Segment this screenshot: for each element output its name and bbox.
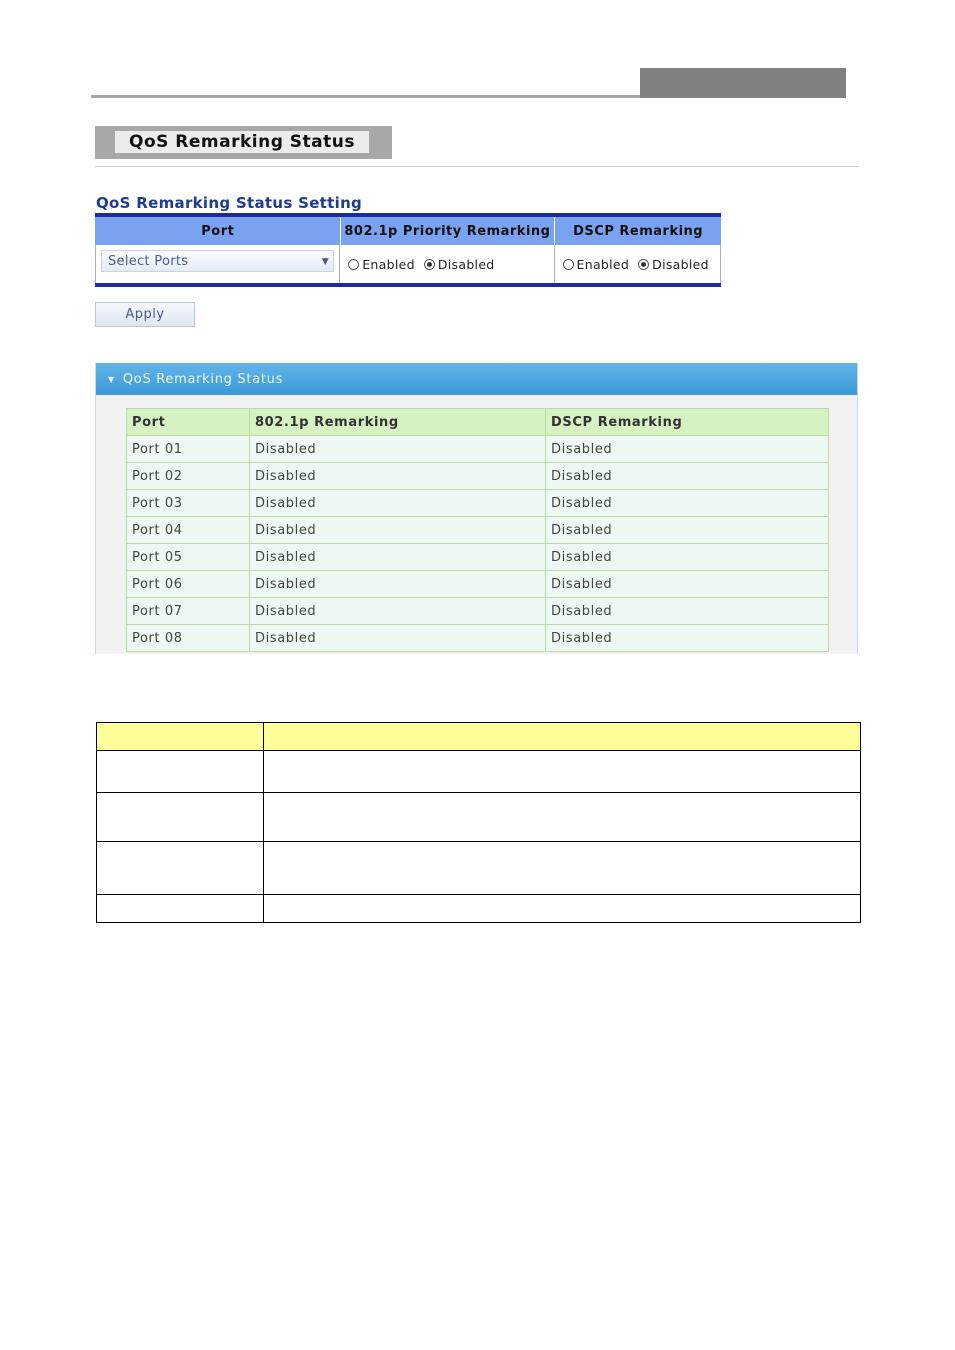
port-select[interactable] (101, 250, 334, 272)
status-header-priority: 802.1p Remarking (250, 409, 546, 436)
row-port: Port 01 (127, 436, 250, 463)
row-dscp: Disabled (546, 544, 829, 571)
setting-header-priority: 802.1p Priority Remarking (340, 217, 555, 245)
dscp-cell (554, 245, 721, 283)
header-rule (91, 95, 640, 98)
table-row (127, 463, 829, 490)
description-object-cell (97, 895, 264, 923)
priority-radio-group (348, 257, 503, 272)
row-priority: Disabled (250, 517, 546, 544)
row-port: Port 08 (127, 625, 250, 652)
row-priority: Disabled (250, 598, 546, 625)
dscp-disabled-radio[interactable] (638, 259, 649, 270)
setting-body-row (95, 245, 721, 283)
description-object-cell (97, 751, 264, 793)
description-text-cell (264, 895, 861, 923)
status-panel-header[interactable] (96, 363, 857, 395)
row-port: Port 06 (127, 571, 250, 598)
apply-button[interactable]: Apply (95, 302, 195, 327)
priority-disabled-label: Disabled (437, 257, 495, 272)
table-row (127, 625, 829, 652)
row-port: Port 07 (127, 598, 250, 625)
description-header-description (264, 723, 861, 751)
table-row (127, 598, 829, 625)
dscp-enabled-radio[interactable] (563, 259, 574, 270)
chevron-down-icon: ▼ (321, 257, 329, 267)
row-dscp: Disabled (546, 463, 829, 490)
priority-enabled-label: Enabled (362, 257, 415, 272)
description-object-cell (97, 842, 264, 895)
description-row (97, 751, 861, 793)
status-header-dscp: DSCP Remarking (546, 409, 829, 436)
row-priority: Disabled (250, 463, 546, 490)
status-panel (95, 363, 858, 654)
row-port: Port 05 (127, 544, 250, 571)
table-row (127, 544, 829, 571)
port-cell (95, 245, 339, 283)
table-row (127, 571, 829, 598)
setting-table (95, 213, 721, 287)
description-table (96, 722, 861, 923)
table-row (127, 490, 829, 517)
row-dscp: Disabled (546, 598, 829, 625)
dscp-disabled-label: Disabled (652, 257, 709, 272)
row-dscp: Disabled (546, 571, 829, 598)
description-text-cell (264, 842, 861, 895)
row-port: Port 03 (127, 490, 250, 517)
setting-header-port: Port (95, 217, 340, 245)
description-header-object (97, 723, 264, 751)
row-priority: Disabled (250, 625, 546, 652)
page-title-box (95, 126, 392, 159)
row-dscp: Disabled (546, 490, 829, 517)
setting-header-row (95, 217, 721, 245)
table-row (127, 517, 829, 544)
table-row (127, 436, 829, 463)
description-row (97, 842, 861, 895)
row-dscp: Disabled (546, 625, 829, 652)
row-priority: Disabled (250, 436, 546, 463)
status-table (126, 408, 829, 652)
dscp-radio-group (563, 257, 709, 272)
status-header-row (127, 409, 829, 436)
page-title: QoS Remarking Status (115, 131, 369, 153)
dscp-enabled-label: Enabled (576, 257, 630, 272)
description-text-cell (264, 793, 861, 842)
description-header-row (97, 723, 861, 751)
row-priority: Disabled (250, 544, 546, 571)
priority-enabled-radio[interactable] (348, 259, 359, 270)
row-port: Port 04 (127, 517, 250, 544)
row-dscp: Disabled (546, 436, 829, 463)
setting-title: QoS Remarking Status Setting (96, 194, 363, 212)
priority-cell (339, 245, 553, 283)
description-row (97, 895, 861, 923)
header-block (640, 68, 846, 98)
row-port: Port 02 (127, 463, 250, 490)
priority-disabled-radio[interactable] (424, 259, 435, 270)
row-priority: Disabled (250, 490, 546, 517)
row-dscp: Disabled (546, 517, 829, 544)
title-divider (95, 166, 858, 167)
row-priority: Disabled (250, 571, 546, 598)
status-panel-title: QoS Remarking Status (122, 372, 284, 387)
description-text-cell (264, 751, 861, 793)
port-select-value: Select Ports (108, 254, 189, 269)
collapse-triangle-icon[interactable]: ▼ (108, 375, 115, 384)
setting-header-dscp: DSCP Remarking (554, 217, 721, 245)
status-header-port: Port (127, 409, 250, 436)
description-object-cell (97, 793, 264, 842)
description-row (97, 793, 861, 842)
